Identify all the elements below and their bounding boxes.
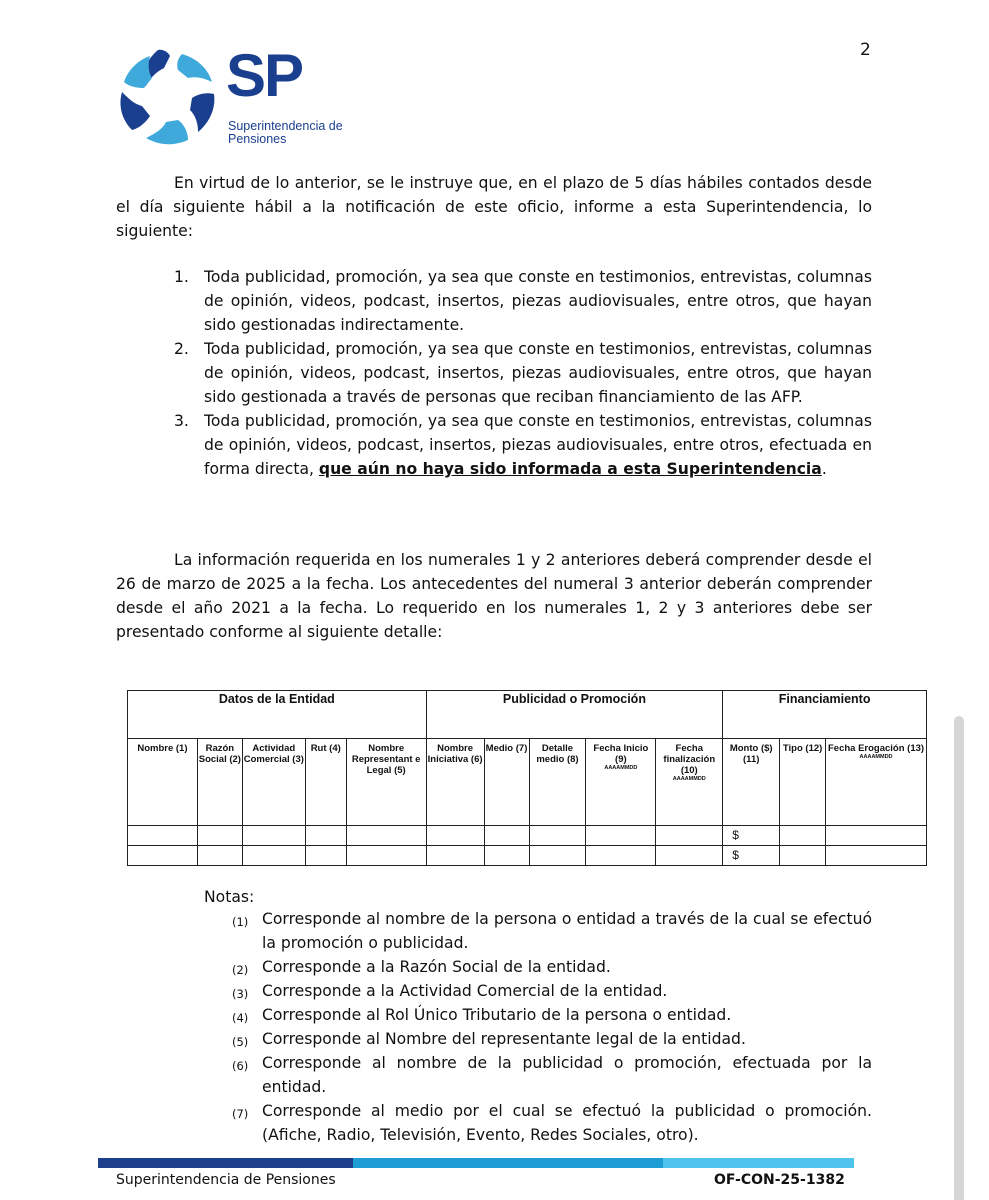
list-item: 2. Toda publicidad, promoción, ya sea que conste en testimonios, entrevistas, columnas de opinión, videos, podcast, insertos, piezas audiovisuales, entre otros, que hayan sido gestionada a través de personas que reciban financiamiento de las AFP. (174, 340, 872, 406)
logo-name-line2: Pensiones (228, 132, 287, 146)
note-item: (3) Corresponde a la Actividad Comercial de la entidad. (232, 982, 668, 1001)
footer-bar-segment (98, 1158, 353, 1168)
date-format-hint: AAAAMMDD (859, 754, 893, 760)
page-number: 2 (860, 40, 871, 60)
note-item: (7) Corresponde al medio por el cual se efectuó la publicidad o promoción. (Afiche, Radio, Televisión, Evento, Redes Sociales, otro). (232, 1102, 872, 1144)
footer-bar-segment (663, 1158, 854, 1168)
column-header: Fecha Inicio (9) AAAAMMDD (586, 739, 656, 826)
note-item: (5) Corresponde al Nombre del representante legal de la entidad. (232, 1030, 746, 1049)
column-header: Fecha finalización (10) AAAAMMDD (656, 739, 723, 826)
footer-organization: Superintendencia de Pensiones (116, 1172, 336, 1188)
column-header: Nombre (1) (128, 739, 198, 826)
column-header: Fecha Erogación (13) AAAAMMDD (826, 739, 927, 826)
column-header: Detalle medio (8) (529, 739, 586, 826)
group-header: Datos de la Entidad (128, 691, 427, 739)
group-header: Financiamiento (723, 691, 927, 739)
notes-title: Notas: (204, 888, 255, 906)
amount-cell: $ (723, 846, 780, 866)
footer-document-code: OF-CON-25-1382 (714, 1172, 845, 1188)
note-item: (2) Corresponde a la Razón Social de la entidad. (232, 958, 611, 977)
emphasis-text: que aún no haya sido informada a esta Superintendencia (318, 460, 822, 478)
logo-name-line1: Superintendencia de (228, 119, 343, 133)
logo-acronym: SP (226, 42, 303, 109)
vertical-scrollbar[interactable] (954, 716, 964, 1200)
notes-list (232, 907, 872, 1147)
table-row (128, 826, 927, 846)
column-header: Actividad Comercial (3) (242, 739, 305, 826)
intro-paragraph: En virtud de lo anterior, se le instruye que, en el plazo de 5 días hábiles contados desde el día siguiente hábil a la notificación de este oficio, informe a esta Superintendencia, lo siguiente: (116, 174, 872, 240)
column-header: Razón Social (2) (197, 739, 242, 826)
detail-table (127, 690, 927, 866)
column-header: Nombre Representant e Legal (5) (346, 739, 426, 826)
info-paragraph: La información requerida en los numerales 1 y 2 anteriores deberá comprender desde el 26 de marzo de 2025 a la fecha. Los antecedentes del numeral 3 anterior deberán comprender desde el año 2021 a la fecha. Lo requerido en los numerales 1, 2 y 3 anteriores debe ser presentado conforme al siguiente detalle: (116, 551, 872, 641)
column-header: Nombre Iniciativa (6) (426, 739, 484, 826)
table-row (128, 846, 927, 866)
requirements-list (174, 265, 872, 481)
date-format-hint: AAAAMMDD (604, 765, 638, 771)
note-item: (4) Corresponde al Rol Único Tributario de la persona o entidad. (232, 1006, 732, 1025)
note-item: (1) Corresponde al nombre de la persona o entidad a través de la cual se efectuó la promoción o publicidad. (232, 910, 872, 952)
column-header: Tipo (12) (780, 739, 826, 826)
date-format-hint: AAAAMMDD (672, 776, 706, 782)
hands-star-icon (116, 42, 226, 150)
list-item: 3. Toda publicidad, promoción, ya sea que conste en testimonios, entrevistas, columnas de opinión, videos, podcast, insertos, piezas audiovisuales, entre otros, efectuada en forma directa, que aún no haya sido informada a esta Superintendencia. (174, 412, 872, 478)
sp-logo (116, 42, 346, 150)
footer-bar-segment (353, 1158, 663, 1168)
list-item: 1. Toda publicidad, promoción, ya sea que conste en testimonios, entrevistas, columnas de opinión, videos, podcast, insertos, piezas audiovisuales, entre otros, que hayan sido gestionadas indirectamente. (174, 268, 872, 334)
column-header: Rut (4) (305, 739, 346, 826)
note-item: (6) Corresponde al nombre de la publicidad o promoción, efectuada por la entidad. (232, 1054, 872, 1096)
group-header: Publicidad o Promoción (426, 691, 723, 739)
column-header: Monto ($) (11) (723, 739, 780, 826)
column-header: Medio (7) (484, 739, 529, 826)
amount-cell: $ (723, 826, 780, 846)
